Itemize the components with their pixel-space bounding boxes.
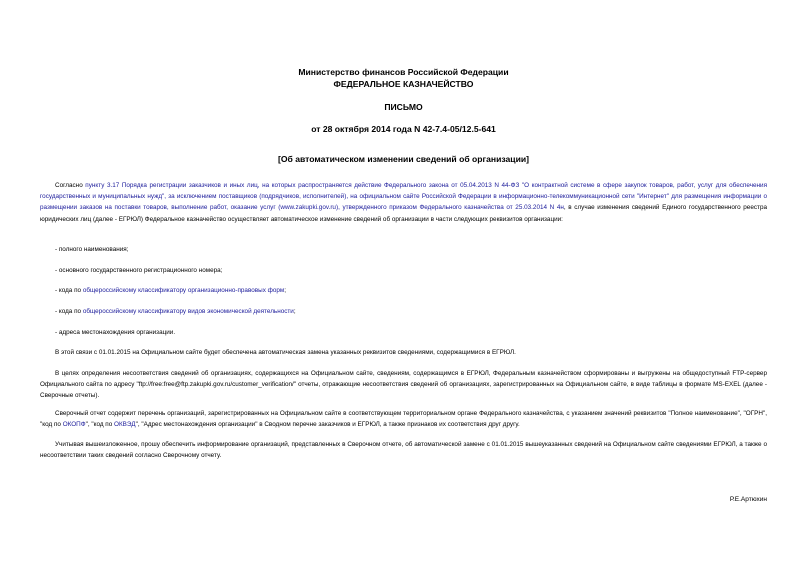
paragraph-4	[40, 408, 767, 430]
list-item-okopf	[55, 285, 286, 296]
document-date-number: от 28 октября 2014 года N 42-7.4-05/12.5-641	[311, 124, 496, 134]
document-subject: [Об автоматическом изменении сведений об организации]	[277, 154, 530, 164]
list-item-okopf-suffix: ;	[284, 287, 287, 294]
paragraph-4-text-c: ", "Адрес местонахождения организации" в Сводном перечне заказчиков и ЕГРЮЛ, а также признаков их соответствия друг другу.	[135, 421, 520, 429]
list-item-address: - адреса местонахождения организации.	[55, 329, 176, 336]
list-item-ogrn: - основного государственного регистрационного номера;	[55, 267, 223, 274]
paragraph-3: В целях определения несоответствия сведений об организациях, содержащихся на Официальном сайте, сведениям, содержащимся в ЕГРЮЛ, Федеральным казначейством сформированы и выгружены на общедоступный FTP-сервер Официального сайта по адресу "ftp://free:free@ftp.zakupki.gov.ru/customer_verification/" отчеты, отражающие несоответствия сведений об организациях, зарегистрированных на Официальном сайте, в виде таблицы в формате MS-EXEL (далее - Сверочные отчеты).	[40, 370, 767, 400]
okopf-link[interactable]: ОКОПФ	[62, 421, 86, 429]
signature: Р.Е.Артюхин	[729, 496, 767, 503]
list-item-full-name: - полного наименования;	[55, 246, 129, 253]
paragraph-4-text-a: Сверочный отчет содержит перечень организаций, зарегистрированных на Официальном сайте в соответствующем территориальном органе Федерального казначейства, с указанием значений реквизитов "Полное наименование", "ОГРН", "код по	[40, 410, 767, 429]
paragraph-1-text-b: , в случае изменения сведений Единого государственного реестра юридических лиц (далее - ЕГРЮЛ) Федеральное казначейство осуществляет автоматическое изменение сведений об организации в части следующих реквизитов организации:	[40, 204, 767, 223]
okved-link[interactable]: ОКВЭД	[114, 421, 136, 429]
ministry-title: Министерство финансов Российской Федерации	[298, 67, 509, 77]
list-item-okved	[55, 306, 296, 317]
list-item-okved-suffix: ;	[293, 308, 296, 315]
paragraph-2: В этой связи с 01.01.2015 на Официальном сайте будет обеспечена автоматическая замена указанных реквизитов сведениями, содержащимися в ЕГРЮЛ.	[55, 349, 516, 356]
okopf-classifier-link[interactable]: общероссийскому классификатору организационно-правовых форм	[82, 287, 285, 294]
paragraph-1	[40, 180, 767, 225]
paragraph-1-text-a: Согласно	[55, 182, 86, 189]
paragraph-4-text-b: ", "код по	[85, 421, 115, 429]
list-item-okopf-prefix: - кода по	[55, 287, 83, 294]
paragraph-5: Учитывая вышеизложенное, прошу обеспечить информирование организаций, представленных в Сверочном отчете, об автоматической замене с 01.01.2015 вышеуказанных сведений на Официальном сайте сведениями ЕГРЮЛ, а также о несоответствии таких сведений согласно Сверочному отчету.	[40, 441, 767, 460]
agency-title: ФЕДЕРАЛЬНОЕ КАЗНАЧЕЙСТВО	[333, 79, 474, 89]
list-item-okved-prefix: - кода по	[55, 308, 83, 315]
document-type: ПИСЬМО	[384, 102, 423, 112]
order-reference-link[interactable]: пункту 3.17 Порядка регистрации заказчиков и иных лиц, на которых распространяется действие Федерального закона от 05.04.2013 N 44-ФЗ "О контрактной системе в сфере закупок товаров, работ, услуг для обеспечения государственных и муниципальных нужд", за исключением поставщиков (подрядчиков, исполнителей), на официальном сайте Российской Федерации в информационно-телекоммуникационной сети "Интернет" для размещения информации о размещении заказов на поставки товаров, выполнение работ, оказание услуг (www.zakupki.gov.ru), утвержденного приказом Федерального казначейства от 25.03.2014 N 4н	[40, 182, 768, 212]
okved-classifier-link[interactable]: общероссийскому классификатору видов экономической деятельности	[82, 308, 294, 315]
